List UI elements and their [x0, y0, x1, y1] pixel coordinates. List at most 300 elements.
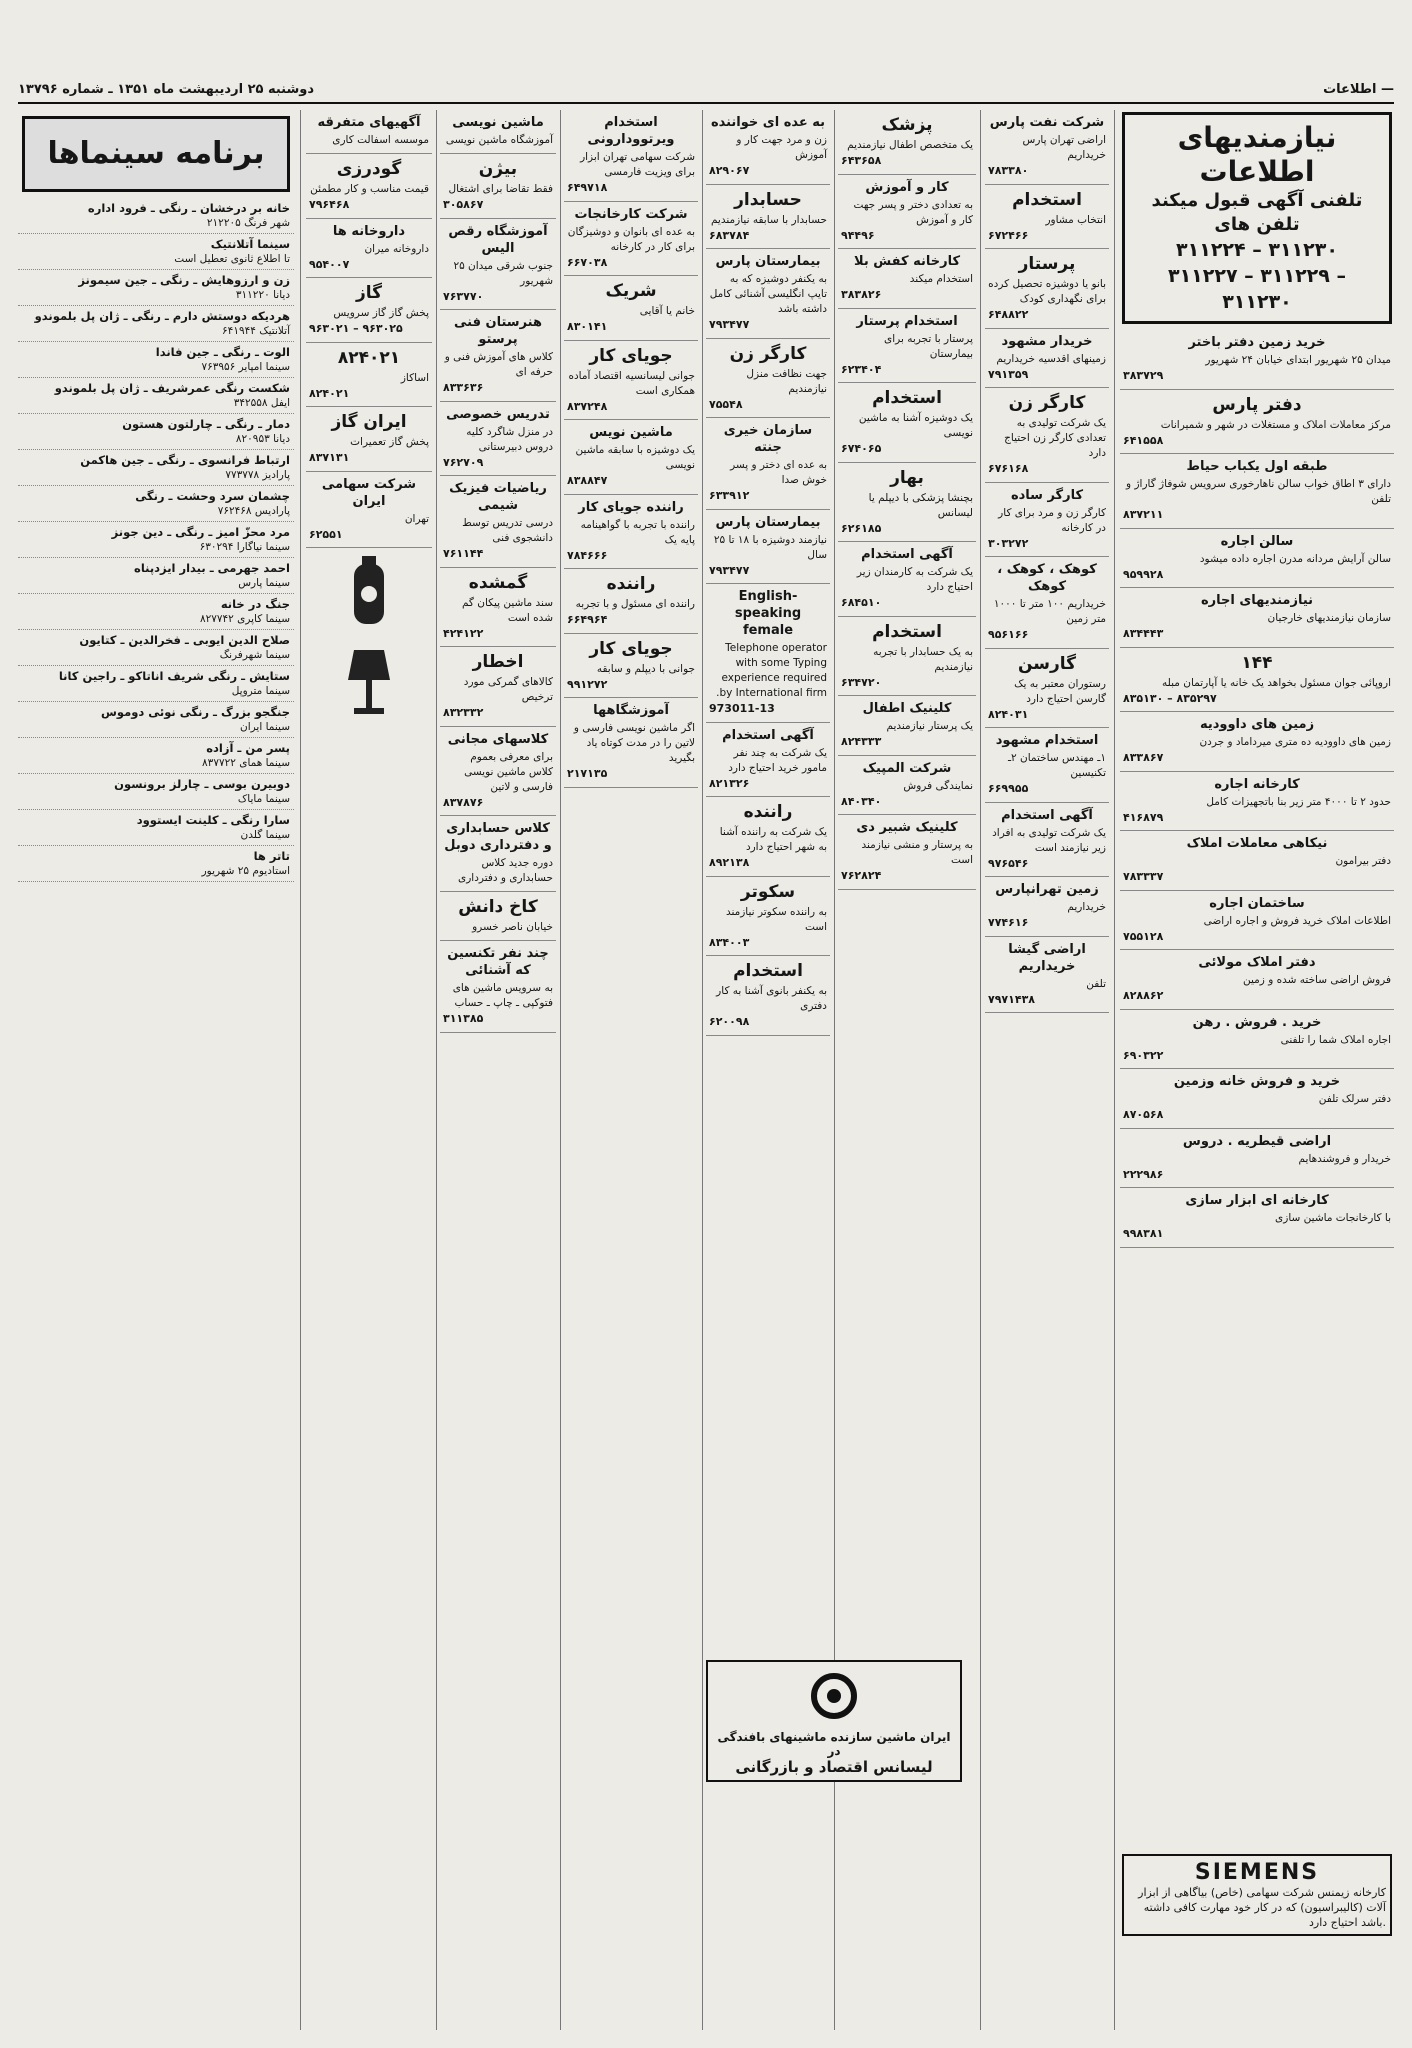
film-title: ارتباط فرانسوی ـ رنگی ـ جین هاکمن — [80, 453, 290, 467]
ad-phone: ۷۹۷۱۴۳۸ — [988, 992, 1035, 1006]
classified-ad — [838, 815, 976, 890]
cinema-listing — [18, 558, 294, 594]
classified-ad — [985, 557, 1109, 649]
ad-phone: ۳۰۳۲۷۲ — [988, 536, 1029, 550]
ad-body: پرستار با تجربه برای بیمارستان — [884, 332, 973, 360]
classified-ad — [440, 476, 556, 568]
classified-ad — [706, 584, 830, 723]
ad-body: ۱ـ مهندس ساختمان ۲ـ تکنیسین — [1007, 752, 1106, 779]
classified-ad — [1120, 529, 1394, 589]
ad-body: فقط تقاضا برای اشتغال — [448, 183, 553, 195]
ad-phone: ۶۷۶۱۶۸ — [988, 462, 1029, 475]
cinema-listing — [18, 774, 294, 810]
ad-body: نمایندگی فروش — [903, 779, 973, 792]
ad-title: پرستار — [1018, 254, 1076, 274]
ad-title: طبقه اول یکباب حیاط — [1186, 459, 1328, 474]
film-title: جنگ در خانه — [220, 597, 290, 611]
ad-phone: ۸۲۸۸۶۲ — [1123, 989, 1164, 1002]
ad-body: تلفن — [1086, 977, 1106, 990]
hero-phones-2: ۳۱۱۲۲۷ – ۳۱۱۲۲۹ – ۳۱۱۲۳۰ — [1167, 265, 1346, 313]
ad-phone: ۸۳۷۲۴۸ — [567, 399, 608, 413]
ad-phone: ۷۹۱۳۵۹ — [988, 367, 1029, 381]
ad-title: راننده — [606, 574, 656, 594]
ad-phone: ۶۲۵۵۱ — [309, 527, 343, 541]
classified-ad — [838, 696, 976, 756]
header-date: دوشنبه ۲۵ اردیبهشت ماه ۱۳۵۱ ـ شماره ۱۳۷۹۶ — [18, 81, 314, 97]
ad-body: به تعدادی دختر و پسر جهت کار و آموزش — [853, 198, 973, 226]
ad-phone: ۷۶۲۷۰۹ — [443, 455, 484, 469]
ad-title: کارگر زن — [1008, 393, 1086, 413]
ad-body: راننده ای مسئول و با تجربه — [575, 598, 695, 610]
classified-ad — [985, 937, 1109, 1014]
ad-phone: ۳۰۵۸۶۷ — [443, 198, 484, 211]
classified-ad — [838, 383, 976, 463]
ad-body: اجاره املاک شما را تلفنی — [1280, 1033, 1391, 1046]
classified-ad — [564, 495, 698, 570]
film-title: خانه بر درخشان ـ رنگی ـ فرود اداره — [87, 201, 290, 215]
ad-title: کلینیک شبیر دی — [856, 820, 958, 835]
classified-ad — [440, 568, 556, 648]
ad-title: کارگر ساده — [1010, 487, 1084, 503]
ad-phone: ۶۷۴۰۶۵ — [841, 442, 882, 455]
ad-title: شرکت المپیک — [862, 760, 952, 776]
ad-title: آگهی استخدام — [722, 727, 814, 743]
ad-title: نیکاهی معاملات املاک — [1186, 836, 1328, 851]
classified-ad — [706, 797, 830, 877]
ad-title: استخدام — [872, 388, 942, 408]
classified-ad — [838, 309, 976, 384]
ad-body: مرکز معاملات املاک و مستغلات در شهر و شمیرانات — [1160, 418, 1391, 431]
ad-title: تدریس خصوصی — [446, 406, 550, 422]
classified-ad — [306, 343, 432, 408]
ad-body: یک شرکت به چند نفر مامور خرید احتیاج دارد — [728, 746, 827, 774]
ad-title: گودرزی — [336, 159, 402, 179]
ad-body: خریدار و فروشندهایم — [1298, 1152, 1391, 1165]
ad-body: زمین های داوودیه ده متری میرداماد و جردن — [1199, 736, 1391, 748]
ad-title: خریدار مشهود — [1001, 333, 1093, 349]
classified-ad — [985, 483, 1109, 558]
film-title: تاتر ها — [253, 849, 290, 863]
ad-title: داروخانه ها — [332, 223, 406, 239]
ad-body: دارای ۳ اطاق خواب سالن ناهارخوری سرویس شوفاژ گاراژ و تلفن — [1126, 478, 1391, 505]
ad-title: آگهیهای متفرقه — [317, 115, 421, 130]
ad-list — [1120, 330, 1394, 1248]
ad-body: جوانی لیسانسیه اقتصاد آماده همکاری است — [568, 369, 695, 397]
classified-ad — [440, 219, 556, 311]
ad-title: بیژن — [478, 159, 518, 179]
ad-phone: ۶۳۳۹۱۲ — [709, 489, 750, 502]
cinema-listing — [18, 738, 294, 774]
film-title: ستایش ـ رنگی شریف اناتاکو ـ راجین کانا — [58, 669, 290, 683]
ad-body: آموزشگاه ماشین نویسی — [445, 134, 553, 146]
classified-ad — [440, 647, 556, 727]
siemens-ad-wrapper — [1120, 1850, 1394, 1940]
classified-ad — [985, 388, 1109, 483]
ad-title: آموزشگاه رقص الیس — [448, 223, 548, 256]
film-title: سینما آتلانتیک — [210, 237, 290, 251]
ad-body: میدان ۲۵ شهریور ابتدای خیابان ۲۴ شهریور — [1205, 354, 1391, 366]
classified-ad — [306, 219, 432, 279]
ad-phone: ۷۶۲۸۲۴ — [841, 869, 882, 882]
classified-ad — [838, 463, 976, 543]
ad-title: گمشده — [468, 572, 528, 593]
ad-body: جهت نظافت منزل نیازمندیم — [746, 367, 827, 395]
cinema-listing — [18, 378, 294, 414]
cinema-listings — [18, 116, 294, 882]
classified-ad — [1120, 648, 1394, 713]
film-title: صلاح الدین ایوبی ـ فخرالدین ـ کتایون — [79, 633, 290, 647]
ad-title: خرید و فروش خانه وزمین — [1173, 1074, 1341, 1089]
ad-body: به یکنفر بانوی آشنا به کار دفتری — [716, 985, 827, 1012]
ad-title: زمین تهرانپارس — [995, 882, 1099, 897]
classified-ad — [440, 110, 556, 154]
classified-ad — [1120, 1129, 1394, 1189]
ad-body: دفتر بیرامون — [1335, 855, 1391, 867]
ad-body: داروخانه میران — [364, 242, 429, 255]
ad-phone: ۸۳۲۳۳۲ — [443, 706, 484, 719]
ad-phone: ۶۲۰۰۹۸ — [709, 1015, 750, 1028]
siemens-ad — [1122, 1854, 1392, 1936]
ad-body: حدود ۲ تا ۴۰۰۰ متر زیر بنا باتجهیزات کامل — [1206, 795, 1391, 808]
ad-phone: ۶۲۳۴۰۴ — [841, 362, 882, 376]
cinema-listing — [18, 594, 294, 630]
classified-ad — [306, 110, 432, 154]
ad-title: سکوتر — [740, 881, 796, 902]
ad-title: کارخانه کفش بلا — [853, 254, 961, 269]
cinema-listing — [18, 234, 294, 270]
column-6 — [440, 110, 556, 2030]
classified-ad — [1120, 950, 1394, 1010]
ad-title: هنرستان فنی پرستو — [454, 315, 542, 347]
classified-ad — [706, 956, 830, 1036]
classified-ad — [1120, 712, 1394, 772]
ad-title: جویای کار — [589, 638, 673, 659]
ad-phone: ۸۲۴۰۲۱ — [309, 386, 350, 400]
ad-title: دفتر املاک مولائی — [1198, 955, 1316, 970]
ad-list — [564, 110, 698, 788]
ad-phone: ۸۳۷۲۱۱ — [1123, 508, 1164, 521]
classified-ad — [440, 402, 556, 477]
ad-title: پزشک — [881, 115, 933, 135]
ad-phone: ۴۱۶۸۷۹ — [1123, 810, 1164, 824]
ad-body: دفتر سرلک تلفن — [1318, 1093, 1391, 1105]
cinema-venue: پارادیس ۷۶۲۴۶۸ — [217, 504, 290, 517]
ad-title: استخدام — [872, 621, 942, 642]
ad-body: خیابان ناصر خسرو — [472, 921, 553, 933]
classified-ad — [706, 110, 830, 185]
column-divider — [1114, 110, 1115, 2030]
ad-body: فروش اراضی ساخته شده و زمین — [1243, 974, 1391, 986]
ad-phone: ۸۲۱۳۲۶ — [709, 776, 750, 790]
ad-phone: ۴۲۴۱۲۲ — [443, 626, 484, 640]
ad-title: بیمارستان پارس — [715, 514, 821, 530]
ad-title: راننده — [743, 802, 793, 822]
ad-body: زمینهای اقدسیه خریداریم — [996, 352, 1106, 365]
classified-ad — [440, 310, 556, 402]
ad-body: انتخاب مشاور — [1045, 213, 1106, 226]
cinema-venue: شهر فرنگ ۲۱۲۲۰۵ — [206, 216, 290, 229]
ad-body: Telephone operator with some Typing experience required by International firm. — [716, 642, 827, 699]
classified-ad — [706, 877, 830, 957]
cinema-venue: سینما گلدن — [240, 828, 290, 841]
ad-phone: ۸۳۰۱۴۱ — [567, 320, 608, 333]
ad-body: پخش گاز تعمیرات — [350, 436, 429, 448]
ad-phone: ۷۵۵۴۸ — [709, 397, 743, 411]
classified-ad — [306, 407, 432, 472]
cinema-listing — [18, 342, 294, 378]
classified-ad — [564, 276, 698, 341]
classified-ad — [706, 723, 830, 798]
ad-phone: ۶۷۲۴۶۶ — [988, 228, 1029, 242]
ad-title: English-speaking female — [734, 589, 802, 638]
ad-title: استخدام ویرتوودارونی — [587, 115, 675, 147]
classified-ad — [564, 420, 698, 495]
ad-title: زمین های داوودیه — [1199, 717, 1315, 732]
ad-title: ساختمان اجاره — [1209, 895, 1305, 911]
machine-logo-ad — [706, 1660, 962, 1782]
ad-list — [706, 110, 830, 1036]
ad-phone: ۸۳۳۸۶۷ — [1123, 751, 1164, 764]
cinema-venue: آتلانتیک ۶۴۱۹۴۴ — [222, 324, 290, 337]
column-divider — [980, 110, 981, 2030]
column-2 — [985, 110, 1109, 2030]
cinema-venue: استادیوم ۲۵ شهریور — [201, 864, 290, 877]
cinema-listing — [18, 630, 294, 666]
classified-ad — [706, 510, 830, 585]
ad-body: به عده ای بانوان و دوشیزگان برای کار در کارخانه — [567, 225, 695, 253]
ad-phone: ۸۳۴۴۴۳ — [1123, 627, 1164, 640]
classified-ad — [440, 154, 556, 219]
cinema-venue: پارادیز ۷۷۳۷۷۸ — [225, 468, 290, 481]
ad-phone: ۹۵۴۰۰۷ — [309, 257, 350, 271]
ad-phone: ۸۲۴۳۳۳ — [841, 735, 882, 748]
ad-phone: ۶۶۷۰۳۸ — [567, 255, 608, 269]
classified-ad — [838, 756, 976, 816]
ad-body: اراضی تهران پارس خریداریم — [1022, 134, 1106, 161]
ad-list — [306, 110, 432, 548]
ad-phone: ۶۴۹۷۱۸ — [567, 181, 608, 194]
ad-body: با کارخانجات ماشین سازی — [1275, 1212, 1391, 1224]
classified-ad — [838, 175, 976, 250]
ad-body: تهران — [404, 512, 429, 525]
ad-list — [985, 110, 1109, 1013]
ad-phone: ۸۲۴۰۳۱ — [988, 707, 1029, 721]
ad-title: کارگر زن — [729, 343, 807, 364]
cinema-listing — [18, 450, 294, 486]
classified-ad — [838, 110, 976, 175]
classified-ad — [706, 418, 830, 510]
ad-phone: ۸۳۷۱۳۱ — [309, 451, 350, 464]
cinema-venue: سینما شهرفرنگ — [219, 648, 290, 661]
ad-title: حسابدار — [734, 189, 802, 210]
lamp-icon — [324, 640, 414, 720]
classified-ad — [985, 249, 1109, 329]
cinema-listing — [18, 486, 294, 522]
ad-phone: ۶۶۴۹۶۴ — [567, 613, 608, 626]
ad-title: بیمارستان پارس — [715, 254, 821, 269]
column-7 — [306, 110, 432, 2030]
ad-title: استخدام پرستار — [856, 313, 958, 329]
ad-title: کارخانه اجاره — [1214, 776, 1300, 792]
ad-title: استخدام — [1012, 189, 1082, 210]
ad-title: گاز — [355, 283, 383, 303]
classified-ad — [706, 185, 830, 250]
classified-ad — [306, 472, 432, 549]
ad-phone: ۹۵۶۱۶۶ — [988, 628, 1029, 641]
ad-body: به پرستار و منشی نیازمند است — [861, 839, 973, 866]
ad-body: در منزل شاگرد کلیه دروس دبیرستانی — [466, 425, 553, 453]
ad-body: به یکنفر دوشیزه که به تایپ انگلیسی آشنائی کامل داشته باشد — [709, 273, 827, 315]
classified-ad — [1120, 831, 1394, 891]
classified-ad — [440, 941, 556, 1033]
cinema-listing — [18, 666, 294, 702]
ad-phone: ۸۳۴۰۰۳ — [709, 935, 750, 949]
classified-ad — [1120, 588, 1394, 648]
ad-title: آگهی استخدام — [1001, 807, 1093, 823]
ad-title: کلاس حسابداری و دفترداری دوبل — [444, 821, 552, 853]
ad-phone: ۷۷۴۶۱۶ — [988, 916, 1029, 929]
ad-phone: ۶۸۴۵۱۰ — [841, 596, 882, 609]
cinema-venue: سینما متروپل — [231, 684, 290, 697]
ad-title: خرید . فروش . رهن — [1192, 1014, 1322, 1030]
gear-icon — [799, 1666, 869, 1726]
cinema-section-title: برنامه سینماها — [22, 116, 290, 192]
ad-body: کلاس های آموزش فنی و حرفه ای — [444, 351, 553, 378]
ad-phone: ۶۳۴۷۲۰ — [841, 675, 882, 689]
film-title: شکست رنگی عمرشریف ـ ژان پل بلموندو — [54, 381, 290, 395]
ad-title: ۱۴۴ — [1241, 652, 1273, 673]
ad-title: شریک — [605, 281, 657, 301]
ad-body: خریداریم — [1067, 901, 1106, 913]
ad-phone: ۶۴۳۶۵۸ — [841, 154, 882, 167]
ad-phone: ۹۴۴۹۶ — [841, 228, 875, 242]
ad-body: زن و مرد جهت کار و آموزش — [736, 134, 827, 161]
column-divider — [560, 110, 561, 2030]
ad-body: یک شرکت تولیدی به افراد زیر نیازمند است — [992, 826, 1106, 854]
gas-cylinder-icon — [324, 554, 414, 634]
ad-body: یک شرکت تولیدی به تعدادی کارگر زن احتیاج دارد — [1004, 417, 1106, 459]
ad-phone: ۳۱۱۳۸۵ — [443, 1012, 484, 1025]
ad-phone: ۶۴۸۸۲۲ — [988, 308, 1029, 321]
ad-phone: ۹۹۸۳۸۱ — [1123, 1227, 1164, 1240]
ad-body: سالن آرایش مردانه مدرن اجاره داده میشود — [1199, 552, 1391, 565]
ad-body: به عده ای دختر و پسر خوش صدا — [730, 459, 827, 486]
cinema-venue: ایفل ۳۴۲۵۵۸ — [233, 396, 290, 409]
ad-title: آموزشگاهها — [593, 703, 669, 718]
classified-ad — [564, 569, 698, 634]
ad-body: سند ماشین پیکان گم شده است — [461, 596, 553, 624]
classified-ad — [706, 249, 830, 339]
ad-body: اگر ماشین نویسی فارسی و لاتین را در مدت کوتاه یاد بگیرید — [573, 722, 695, 764]
header-section: اطلاعات — — [1323, 81, 1394, 97]
page-header — [18, 78, 1394, 100]
hero-subtitle: تلفنی آگهی قبول میکند — [1151, 190, 1363, 211]
ad-phone: 973011-13 — [709, 702, 775, 715]
machine-ad-label: ایران ماشین سازنده ماشینهای بافندگی در — [717, 1730, 951, 1758]
cinema-listing — [18, 522, 294, 558]
ad-phone: ۷۵۵۱۲۸ — [1123, 929, 1164, 943]
ad-body: اساکاز — [400, 371, 429, 384]
ad-body: جوانی با دیپلم و سابقه — [596, 662, 695, 675]
ad-title: آگهی استخدام — [861, 547, 953, 562]
ad-phone: ۸۹۲۱۳۸ — [709, 856, 750, 869]
ad-body: کالاهای گمرکی مورد ترخیص — [463, 676, 553, 703]
ad-phone: ۷۶۳۷۷۰ — [443, 289, 484, 303]
classified-ad — [985, 803, 1109, 878]
film-title: دوبیرن بوسی ـ چارلز برونسون — [114, 777, 290, 791]
ad-title: کاخ دانش — [458, 897, 538, 917]
ad-body: نیازمند دوشیزه با ۱۸ تا ۲۵ سال — [713, 533, 827, 561]
film-title: هردیکه دوستش دارم ـ رنگی ـ ژان پل بلموندو — [34, 309, 290, 323]
ad-phone: ۶۲۶۱۸۵ — [841, 521, 882, 535]
ad-title: چند نفر تکنسین که آشنائی — [447, 946, 549, 978]
cinema-listing — [18, 810, 294, 846]
ad-body: بانو یا دوشیزه تحصیل کرده برای نگهداری کودک — [988, 278, 1106, 305]
ad-phone: ۹۷۶۵۴۶ — [988, 856, 1029, 870]
classified-ad — [564, 341, 698, 421]
cinema-venue: سینما کاپری ۸۲۷۷۴۲ — [199, 612, 290, 625]
classified-ad — [985, 649, 1109, 729]
ad-title: شرکت سهامی ایران — [321, 476, 417, 509]
ad-phone: ۸۳۸۸۴۷ — [567, 474, 608, 487]
ad-body: به یک حسابدار با تجربه نیازمندیم — [873, 645, 973, 673]
classified-ad — [1120, 1010, 1394, 1070]
cinema-venue: سینما همای ۸۳۷۷۲۲ — [202, 756, 290, 769]
film-title: سارا رنگی ـ کلینت ایستوود — [136, 813, 290, 827]
column-1 — [1120, 110, 1394, 2030]
siemens-logo: SIEMENS — [1194, 1860, 1320, 1885]
cinema-listing — [18, 270, 294, 306]
column-divider — [300, 110, 301, 2030]
classified-ad — [440, 892, 556, 941]
classified-ad — [440, 816, 556, 892]
ad-title: بهار — [890, 467, 924, 488]
ad-phone: ۲۲۲۹۸۶ — [1123, 1167, 1164, 1181]
classifieds-hero — [1122, 112, 1392, 324]
ad-body: درسی تدریس توسط دانشجوی فنی — [462, 517, 553, 544]
ad-body: شرکت سهامی تهران ابزار برای ویزیت فارمسی — [580, 151, 695, 178]
ad-title: شرکت کارخانجات — [574, 206, 688, 222]
ad-title: اراضی قیطریه . دروس — [1182, 1133, 1332, 1149]
ad-title: راننده جویای کار — [578, 499, 684, 515]
film-title: مرد محزّ امیز ـ رنگی ـ دین جونز — [111, 525, 290, 539]
classified-ad — [1120, 1188, 1394, 1248]
ad-body: بچنشا پزشکی با دیپلم یا لیسانس — [868, 491, 973, 519]
classified-ad — [1120, 454, 1394, 529]
ad-body: حسابدار با سابقه نیازمندیم — [710, 213, 827, 226]
cinema-venue: دیانا ۸۲۰۹۵۳ — [235, 432, 290, 445]
ad-body: اطلاعات املاک خرید فروش و اجاره اراضی — [1203, 914, 1391, 927]
film-title: پسر من ـ آزاده — [206, 741, 290, 755]
ad-title: کلاسهای مجانی — [447, 731, 549, 747]
classified-ad — [985, 329, 1109, 389]
ad-phone: ۳۸۳۸۲۶ — [841, 288, 882, 301]
hero-phones: ۳۱۱۲۲۴ – ۳۱۱۲۳۰ — [1176, 239, 1338, 261]
column-divider — [702, 110, 703, 2030]
ad-title: اخطار — [472, 652, 524, 672]
ad-body: کارگر زن و مرد برای کار در کارخانه — [998, 506, 1106, 534]
ad-body: قیمت مناسب و کار مطمئن — [310, 183, 429, 195]
ad-title: ماشین نویسی — [452, 115, 544, 130]
classified-ad — [838, 542, 976, 617]
classified-ad — [564, 634, 698, 699]
film-title: احمد جهرمی ـ بیدار ایزدپناه — [134, 561, 290, 575]
classified-ad — [564, 110, 698, 202]
cinema-venue: تا اطلاع ثانوی تعطیل است — [174, 252, 290, 265]
ad-body: یک شرکت به کارمندان زیر احتیاج دارد — [856, 566, 973, 593]
classified-ad — [440, 727, 556, 817]
ad-phone: ۷۹۳۴۷۷ — [709, 318, 750, 331]
